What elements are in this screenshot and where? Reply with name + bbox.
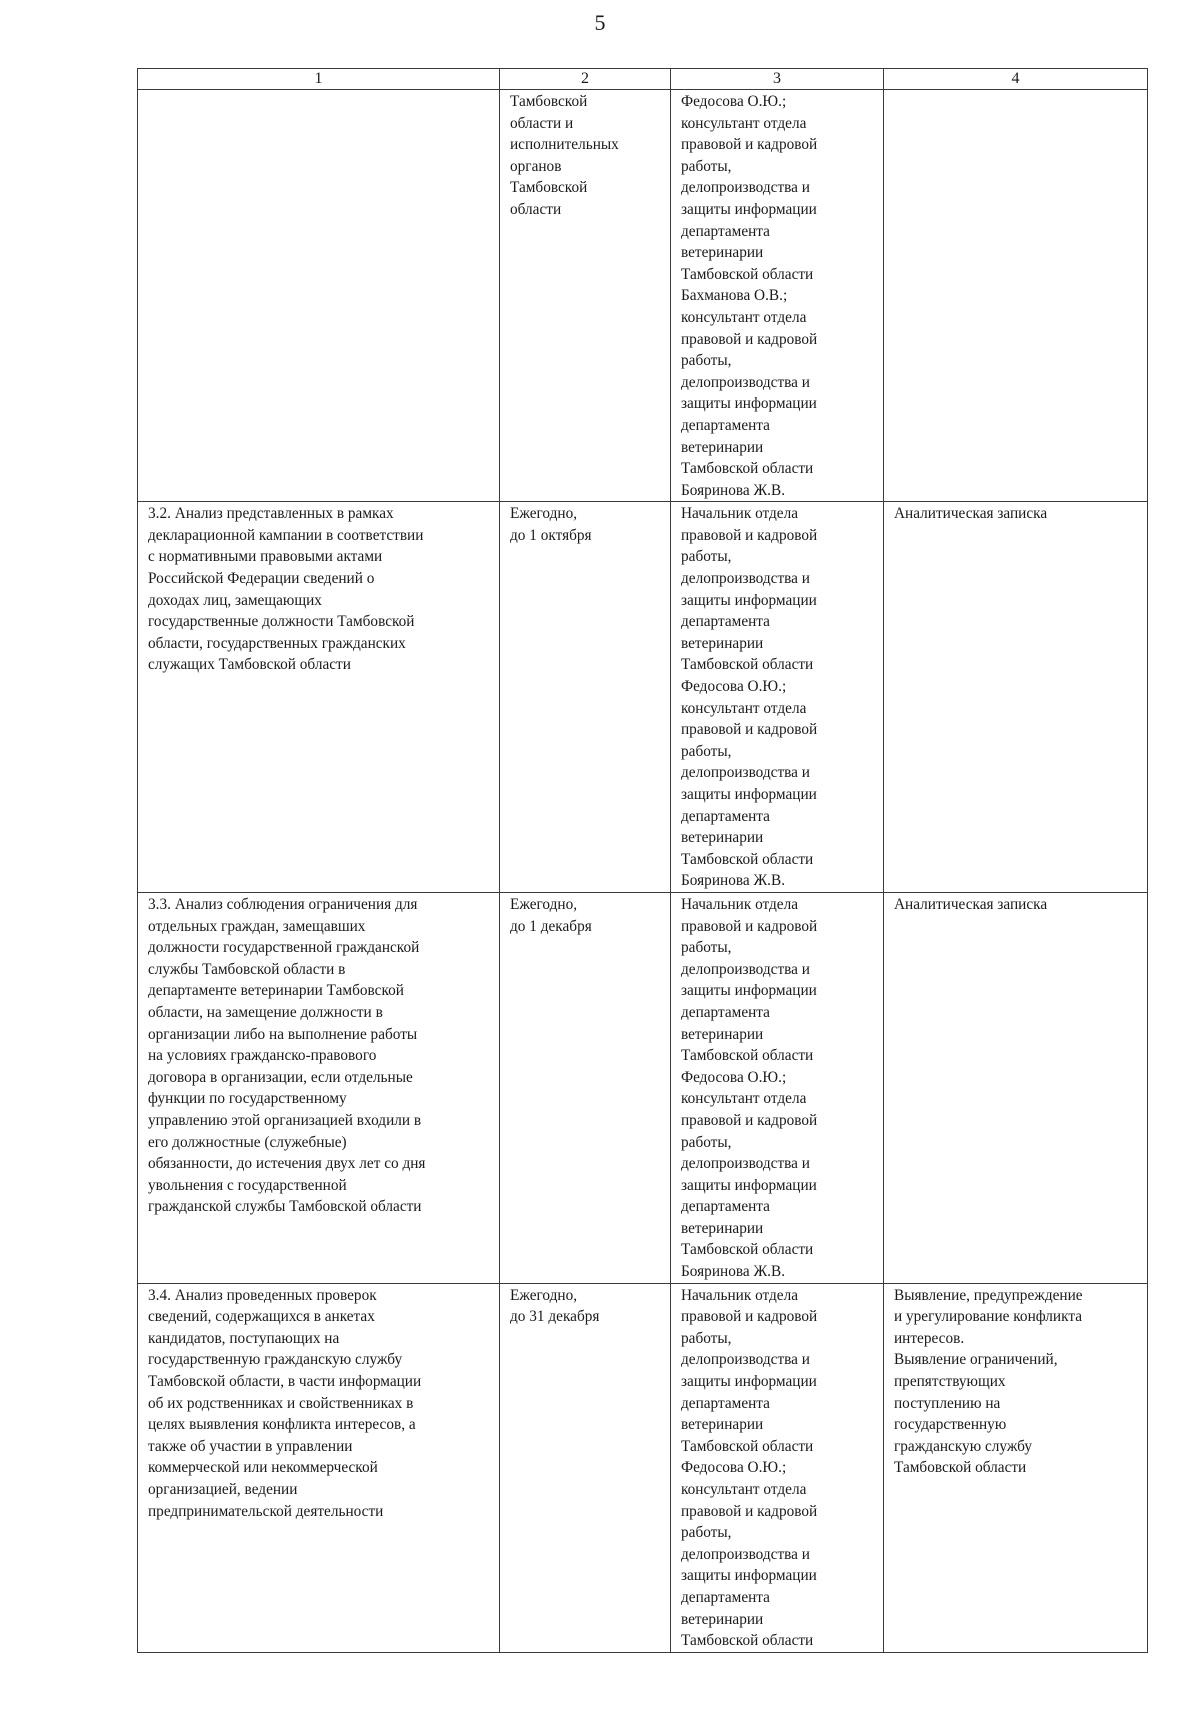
column-number: 4 (884, 69, 1148, 90)
deadline-cell: Тамбовской области и исполнительных органов Тамбовской области (500, 90, 671, 502)
deadline-cell: Ежегодно, до 1 декабря (500, 892, 671, 1283)
measure-cell: 3.3. Анализ соблюдения ограничения для отдельных граждан, замещавших должности государственной гражданской службы Тамбовской области в департаменте ветеринарии Тамбовской области, на замещение должности в организации либо на выполнение работы на условиях гражданско-правового договора в организации, если отдельные функции по государственному управлению этой организацией входили в его должностные (служебные) обязанности, до истечения двух лет со дня увольнения с государственной гражданской службы Тамбовской области (138, 892, 500, 1283)
measure-cell: 3.4. Анализ проведенных проверок сведений, содержащихся в анкетах кандидатов, поступающих на государственную гражданскую службу Тамбовской области, в части информации об их родственниках и свойственниках в целях выявления конфликта интересов, а также об участии в управлении коммерческой или некоммерческой организацией, ведении предпринимательской деятельности (138, 1283, 500, 1652)
column-number-row (138, 69, 1148, 90)
table-row (138, 892, 1148, 1283)
column-number: 3 (671, 69, 884, 90)
deadline-cell: Ежегодно, до 1 октября (500, 502, 671, 893)
result-cell: Выявление, предупреждение и урегулирование конфликта интересов. Выявление ограничений, препятствующих поступлению на государственную гражданскую службу Тамбовской области (884, 1283, 1148, 1652)
result-cell: Аналитическая записка (884, 892, 1148, 1283)
table-row (138, 90, 1148, 502)
page-number: 5 (594, 10, 606, 35)
measure-cell (138, 90, 500, 502)
measure-cell: 3.2. Анализ представленных в рамках декларационной кампании в соответствии с нормативными правовыми актами Российской Федерации сведений о доходах лиц, замещающих государственные должности Тамбовской области, государственных гражданских служащих Тамбовской области (138, 502, 500, 893)
deadline-cell: Ежегодно, до 31 декабря (500, 1283, 671, 1652)
table-row (138, 1283, 1148, 1652)
responsible-cell: Начальник отдела правовой и кадровой работы, делопроизводства и защиты информации департамента ветеринарии Тамбовской области Федосова О.Ю.; консультант отдела правовой и кадровой работы, делопроизводства и защиты информации департамента ветеринарии Тамбовской области Бояринова Ж.В. (671, 502, 884, 893)
result-cell (884, 90, 1148, 502)
result-cell: Аналитическая записка (884, 502, 1148, 893)
responsible-cell: Начальник отдела правовой и кадровой работы, делопроизводства и защиты информации департамента ветеринарии Тамбовской области Федосова О.Ю.; консультант отдела правовой и кадровой работы, делопроизводства и защиты информации департамента ветеринарии Тамбовской области Бояринова Ж.В. (671, 892, 884, 1283)
column-number: 1 (138, 69, 500, 90)
responsible-cell: Федосова О.Ю.; консультант отдела правовой и кадровой работы, делопроизводства и защиты информации департамента ветеринарии Тамбовской области Бахманова О.В.; консультант отдела правовой и кадровой работы, делопроизводства и защиты информации департамента ветеринарии Тамбовской области Бояринова Ж.В. (671, 90, 884, 502)
plan-table (137, 68, 1148, 1653)
column-number: 2 (500, 69, 671, 90)
responsible-cell: Начальник отдела правовой и кадровой работы, делопроизводства и защиты информации департамента ветеринарии Тамбовской области Федосова О.Ю.; консультант отдела правовой и кадровой работы, делопроизводства и защиты информации департамента ветеринарии Тамбовской области (671, 1283, 884, 1652)
table-row (138, 502, 1148, 893)
